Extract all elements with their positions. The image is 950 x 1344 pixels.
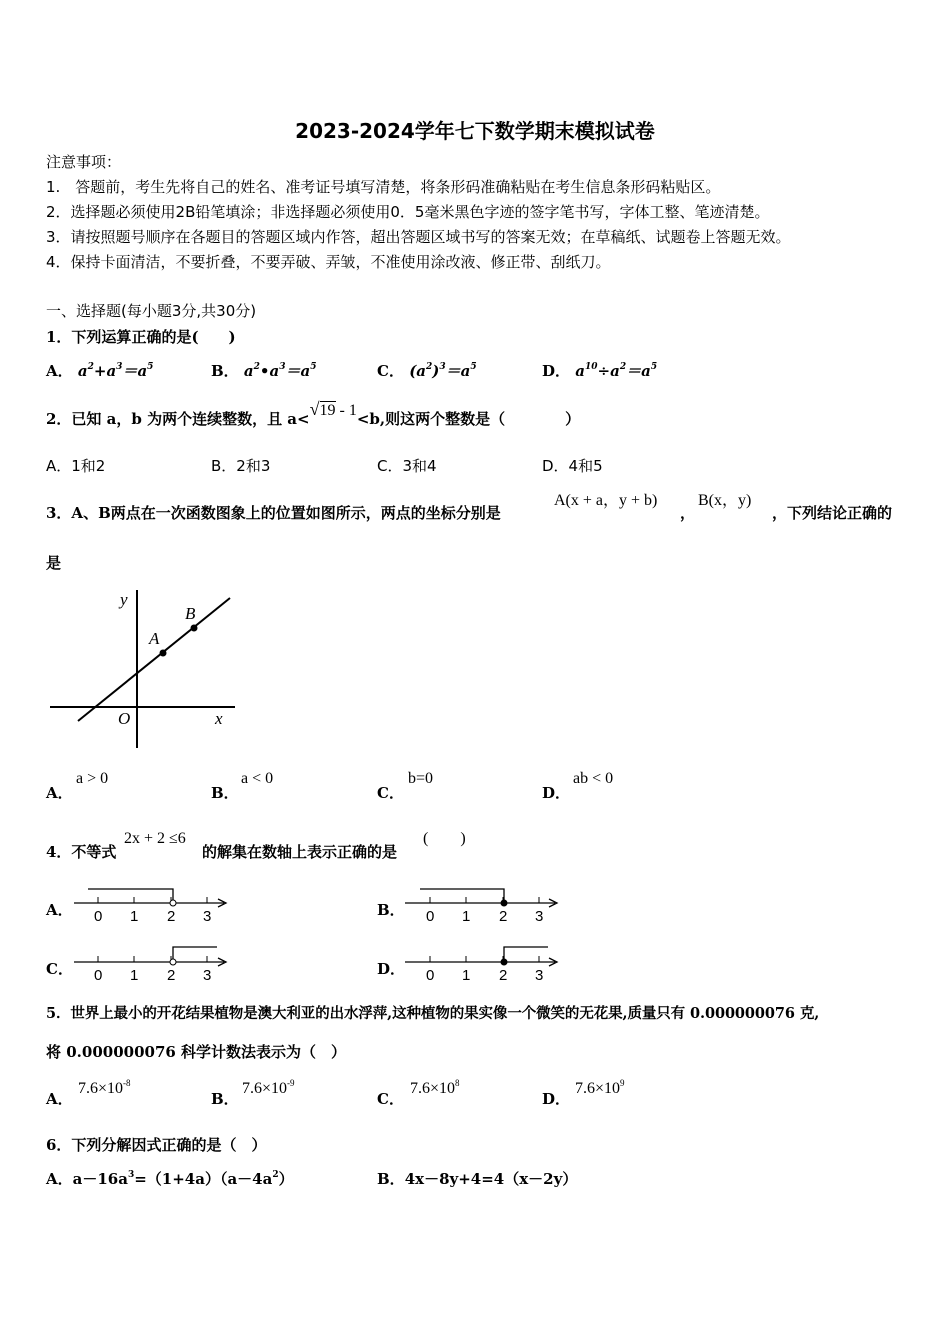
notice-item: 2．选择题必须使用2B铅笔填涂；非选择题必须使用0．5毫米黑色字迹的签字笔书写，字体工整、笔迹清楚。	[46, 203, 770, 221]
q2-pre: 2．已知 a，b 为两个连续整数，且 a<	[46, 410, 310, 428]
q5-option-c	[410, 1080, 460, 1098]
q4-post: 的解集在数轴上表示正确的是	[202, 843, 398, 861]
point-b-label: B	[185, 604, 196, 623]
point-a-label: A	[149, 629, 160, 648]
q1-option-b	[211, 362, 317, 380]
tick-label: 2	[499, 908, 508, 925]
option-formula: 4x－8y+4=4（x－2y）	[404, 1170, 578, 1188]
q5-label-a: A．	[46, 1090, 73, 1108]
tick-label: 1	[462, 967, 471, 984]
option-formula: $(a^2)^3=a^5$	[409, 362, 477, 380]
q2-option-a: A．1和2	[46, 457, 106, 475]
origin-label: O	[118, 709, 131, 728]
option-formula: $a^2•a^3=a^5$	[243, 362, 317, 380]
function-line	[78, 598, 230, 721]
option-exponent: -8	[123, 1078, 131, 1088]
q3-option-c: b=0	[408, 770, 434, 787]
question-2-stem	[46, 399, 581, 429]
notice-item: 1. 答题前，考生先将自己的姓名、准考证号填写清楚，将条形码准确粘贴在考生信息条形码粘贴区。	[46, 178, 721, 196]
formula-part: a－16a	[72, 1170, 128, 1188]
q3-label-b: B．	[211, 784, 239, 802]
q2-option-c: C．3和4	[377, 457, 437, 475]
solution-ray	[173, 947, 217, 959]
q1-option-c	[377, 362, 477, 380]
tick-label: 3	[203, 908, 212, 925]
y-axis-label: y	[120, 590, 128, 609]
q2-minus: - 1	[335, 402, 357, 419]
q4-number-line-d	[403, 943, 563, 987]
option-base: 7.6×10	[78, 1080, 124, 1097]
closed-point	[501, 959, 507, 965]
q3-option-b: a < 0	[241, 770, 274, 787]
q5-label-b: B．	[211, 1090, 239, 1108]
q2-post: <b,则这两个整数是（ ）	[356, 410, 581, 428]
q3-post: ，下列结论正确的	[772, 504, 893, 522]
q4-number-line-a	[72, 884, 232, 928]
q3-sep: ，	[680, 504, 696, 522]
q3-option-a: a > 0	[76, 770, 109, 787]
formula-part: ）	[278, 1170, 294, 1188]
q3-stem-cont: 是	[46, 554, 62, 572]
q3-label-a: A．	[46, 784, 73, 802]
question-5-line2: 将 0.000000076 科学计数法表示为（ ）	[46, 1043, 347, 1061]
tick-label: 2	[167, 908, 176, 925]
option-base: 7.6×10	[242, 1080, 288, 1097]
q4-number-line-c	[72, 943, 232, 987]
q2-root: 19	[319, 402, 336, 419]
option-label: D．	[542, 362, 571, 380]
q3-graph	[50, 585, 240, 755]
q3-coord-b: B(x，y)	[698, 492, 752, 509]
option-exponent: -9	[287, 1078, 295, 1088]
tick-label: 3	[535, 908, 544, 925]
tick-label: 1	[130, 967, 139, 984]
formula-exponent: 2	[272, 1170, 279, 1180]
notice-item: 3．请按照题号顺序在各题目的答题区域内作答，超出答题区域书写的答案无效；在草稿纸、试题卷上答题无效。	[46, 228, 791, 246]
q1-option-d	[542, 362, 657, 380]
formula-exponent: 3	[127, 1170, 135, 1180]
point-b	[191, 625, 198, 632]
q3-coord-a: A(x + a，y + b)	[554, 492, 658, 509]
option-exponent: 8	[455, 1078, 460, 1088]
closed-point	[501, 900, 507, 906]
option-label: B．	[211, 362, 239, 380]
q4-label-b: B．	[377, 901, 405, 919]
tick-label: 0	[94, 908, 103, 925]
option-label: C．	[377, 362, 404, 380]
option-label: B．	[377, 1170, 405, 1188]
option-exponent: 9	[620, 1078, 625, 1088]
solution-ray	[420, 889, 504, 900]
tick-label: 0	[426, 908, 435, 925]
notice-item: 4．保持卡面清洁，不要折叠，不要弄破、弄皱，不准使用涂改液、修正带、刮纸刀。	[46, 253, 611, 271]
open-point	[170, 959, 176, 965]
q3-label-c: C．	[377, 784, 404, 802]
q2-radical: √19 - 1	[309, 399, 357, 419]
q4-paren: ( )	[423, 830, 466, 847]
option-label: A．	[46, 362, 73, 380]
q1-option-a	[46, 362, 153, 380]
option-base: 7.6×10	[575, 1080, 621, 1097]
q4-label-a: A．	[46, 901, 73, 919]
option-formula: $a^{10}\div a^2=a^5$	[575, 362, 658, 380]
q4-expr: 2x + 2 ≤6	[124, 830, 186, 847]
q3-option-d: ab < 0	[573, 770, 614, 787]
tick-label: 0	[426, 967, 435, 984]
question-3-stem: 3．A、B两点在一次函数图象上的位置如图所示，两点的坐标分别是	[46, 504, 501, 522]
open-point	[170, 900, 176, 906]
option-formula: $a^2+a^3=a^5$	[77, 362, 154, 380]
tick-label: 2	[167, 967, 176, 984]
q6-option-b	[377, 1170, 577, 1188]
q4-label-d: D．	[377, 960, 406, 978]
x-axis-label: x	[215, 709, 223, 728]
q2-option-b: B．2和3	[211, 457, 271, 475]
tick-label: 1	[130, 908, 139, 925]
q4-pre: 4．不等式	[46, 843, 117, 861]
section-heading: 一、选择题(每小题3分,共30分)	[46, 302, 257, 320]
solution-ray	[504, 947, 548, 959]
page-title: 2023-2024学年七下数学期末模拟试卷	[295, 119, 655, 143]
option-label: A．	[46, 1170, 73, 1188]
q4-label-c: C．	[46, 960, 73, 978]
q5-option-b	[242, 1080, 295, 1098]
tick-label: 0	[94, 967, 103, 984]
tick-label: 3	[203, 967, 212, 984]
q2-option-d: D．4和5	[542, 457, 603, 475]
option-base: 7.6×10	[410, 1080, 456, 1097]
tick-label: 1	[462, 908, 471, 925]
question-1-stem: 1．下列运算正确的是( )	[46, 328, 236, 346]
q6-option-a	[46, 1170, 294, 1188]
question-5-line1: 5．世界上最小的开花结果植物是澳大利亚的出水浮萍,这种植物的果实像一个微笑的无花果,质量只有 0.000000076 克,	[46, 1005, 820, 1022]
q5-label-d: D．	[542, 1090, 571, 1108]
point-a	[160, 650, 167, 657]
q4-number-line-b	[403, 884, 563, 928]
solution-ray	[88, 889, 173, 900]
q3-label-d: D．	[542, 784, 571, 802]
notice-heading: 注意事项：	[46, 153, 122, 171]
question-6-stem: 6．下列分解因式正确的是（ ）	[46, 1136, 267, 1154]
q5-label-c: C．	[377, 1090, 404, 1108]
q5-option-a	[78, 1080, 131, 1098]
q5-option-d	[575, 1080, 625, 1098]
tick-label: 3	[535, 967, 544, 984]
tick-label: 2	[499, 967, 508, 984]
formula-part: =（1+4a）（a－4a	[134, 1170, 273, 1188]
